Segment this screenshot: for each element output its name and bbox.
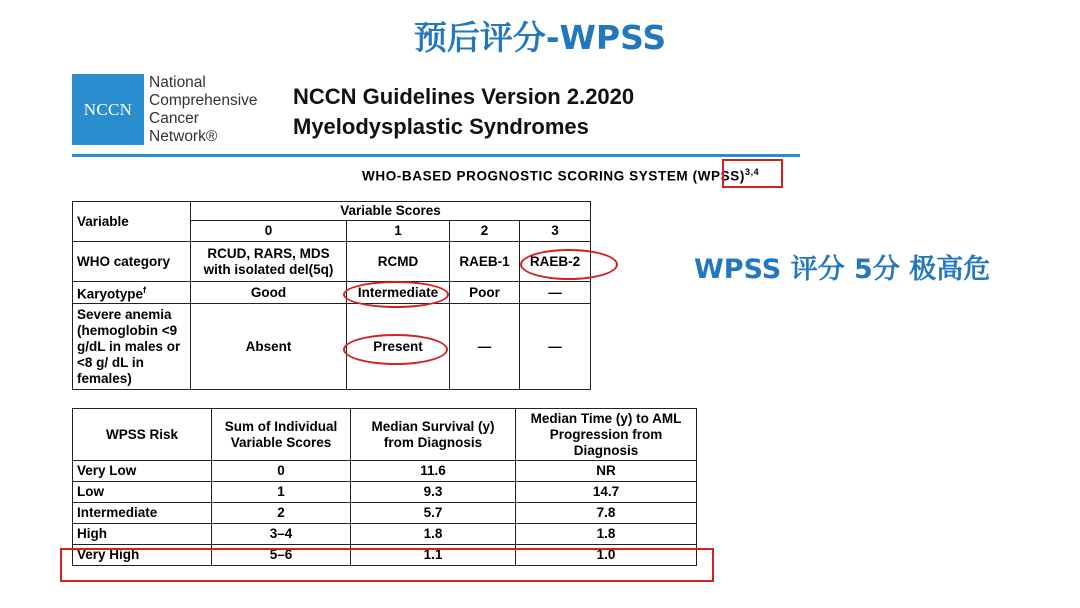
- risk-label: High: [73, 524, 212, 545]
- nccn-logo: [72, 74, 144, 145]
- row-label: WHO category: [73, 242, 191, 282]
- score-col-header: 3: [520, 221, 591, 242]
- row-label: Severe anemia (hemoglobin <9 g/dL in males or <8 g/ dL in females): [73, 304, 191, 390]
- table-cell: Absent: [191, 304, 347, 390]
- row-label-text: Karyotype: [77, 286, 144, 302]
- table-cell: 2: [212, 503, 351, 524]
- risk-label: Very Low: [73, 461, 212, 482]
- score-col-header: 0: [191, 221, 347, 242]
- table-cell: 1.1: [351, 545, 516, 566]
- table-cell: 1.8: [516, 524, 697, 545]
- table-cell: —: [450, 304, 520, 390]
- org-line: Comprehensive: [149, 92, 258, 109]
- table-cell: NR: [516, 461, 697, 482]
- header-divider: [72, 154, 800, 157]
- table-cell: 0: [212, 461, 351, 482]
- slide-title: 预后评分-WPSS: [413, 18, 667, 57]
- org-line: Cancer: [149, 110, 199, 127]
- raeb2-highlight-oval: [520, 249, 618, 280]
- very-high-highlight-box: [60, 548, 714, 582]
- table-cell: 11.6: [351, 461, 516, 482]
- guideline-title: [293, 82, 634, 142]
- risk-header: WPSS Risk: [73, 409, 212, 461]
- table-row: [73, 503, 697, 524]
- risk-label: Low: [73, 482, 212, 503]
- variable-scores-header: Variable Scores: [191, 202, 591, 221]
- table-row: [73, 304, 591, 390]
- org-name: [149, 74, 289, 146]
- table-cell: RCMD: [347, 242, 450, 282]
- table-row: [73, 242, 591, 282]
- table-cell: —: [520, 282, 591, 304]
- table-cell: —: [520, 304, 591, 390]
- table-cell: 1.8: [351, 524, 516, 545]
- risk-label: Very High: [73, 545, 212, 566]
- table-cell: RAEB-2: [520, 242, 591, 282]
- table-cell: 5.7: [351, 503, 516, 524]
- system-title: [362, 167, 759, 184]
- table-cell: 5–6: [212, 545, 351, 566]
- table-cell: Intermediate: [347, 282, 450, 304]
- table-cell: 9.3: [351, 482, 516, 503]
- system-title-sup: 3,4: [744, 167, 760, 177]
- table-cell: 3–4: [212, 524, 351, 545]
- intermediate-highlight-oval: [343, 281, 449, 308]
- table-row: [73, 461, 697, 482]
- system-title-text: WHO-BASED PROGNOSTIC SCORING SYSTEM (WPSS): [362, 168, 745, 184]
- annotation-text: WPSS 评分 5分 极高危: [694, 254, 991, 285]
- table-cell: 1: [212, 482, 351, 503]
- table-cell: Poor: [450, 282, 520, 304]
- variable-score-table: [72, 201, 591, 390]
- risk-header: Median Time (y) to AML Progression from Diagnosis: [516, 409, 697, 461]
- present-highlight-oval: [343, 334, 448, 365]
- table-cell: 14.7: [516, 482, 697, 503]
- table-cell: 7.8: [516, 503, 697, 524]
- table-cell: Good: [191, 282, 347, 304]
- guideline-line-2: Myelodysplastic Syndromes: [293, 114, 589, 139]
- table-row: [73, 282, 591, 304]
- wpss-risk-table: [72, 408, 697, 566]
- score-col-header: 1: [347, 221, 450, 242]
- row-label-sup: f: [143, 285, 147, 296]
- table-cell: Present: [347, 304, 450, 390]
- table-cell: RCUD, RARS, MDS with isolated del(5q): [191, 242, 347, 282]
- logo-acronym: NCCN: [83, 99, 133, 119]
- row-label: [73, 282, 191, 304]
- org-line: National: [149, 74, 206, 91]
- risk-label: Intermediate: [73, 503, 212, 524]
- table-cell: RAEB-1: [450, 242, 520, 282]
- table-row: [73, 482, 697, 503]
- wpss-highlight-box: [722, 159, 783, 188]
- risk-header: Median Survival (y) from Diagnosis: [351, 409, 516, 461]
- score-col-header: 2: [450, 221, 520, 242]
- risk-header: Sum of Individual Variable Scores: [212, 409, 351, 461]
- variable-header: Variable: [73, 202, 191, 242]
- guideline-line-1: NCCN Guidelines Version 2.2020: [293, 84, 635, 109]
- table-cell: 1.0: [516, 545, 697, 566]
- table-row: [73, 524, 697, 545]
- org-line: Network®: [149, 128, 218, 145]
